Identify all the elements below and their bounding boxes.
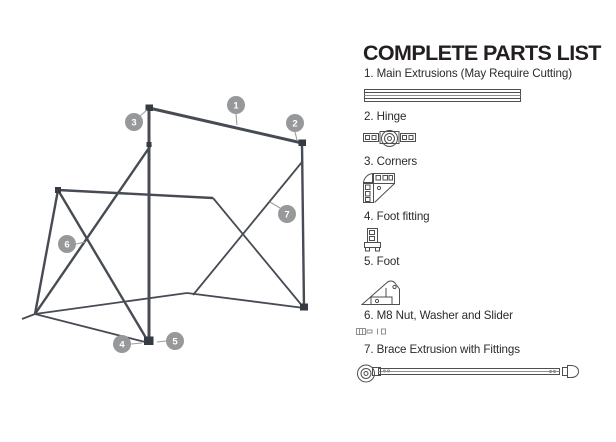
part-label-6: 6. M8 Nut, Washer and Slider (364, 309, 513, 322)
svg-text:4: 4 (119, 339, 125, 351)
part-label-2: 2. Hinge (364, 110, 407, 123)
part-label-3: 3. Corners (364, 155, 418, 168)
foot-fitting-icon (363, 228, 382, 252)
part-label-7: 7. Brace Extrusion with Fittings (364, 343, 520, 356)
parts-list-title: COMPLETE PARTS LIST (363, 41, 601, 65)
nut-washer-slider-icon (356, 327, 388, 336)
svg-text:3: 3 (131, 117, 137, 129)
corner-bracket-icon (362, 172, 396, 204)
hinge-icon (363, 128, 416, 149)
svg-text:2: 2 (292, 118, 298, 130)
main-extrusion-icon (364, 89, 521, 102)
part-label-1: 1. Main Extrusions (May Require Cutting) (364, 67, 572, 80)
part-label-4: 4. Foot fitting (364, 210, 430, 223)
svg-text:7: 7 (284, 209, 290, 221)
foot-icon (361, 275, 401, 306)
brace-extrusion-icon (356, 360, 580, 383)
svg-text:6: 6 (64, 239, 70, 251)
svg-text:5: 5 (172, 336, 178, 348)
part-label-5: 5. Foot (364, 255, 400, 268)
svg-text:1: 1 (233, 100, 239, 112)
